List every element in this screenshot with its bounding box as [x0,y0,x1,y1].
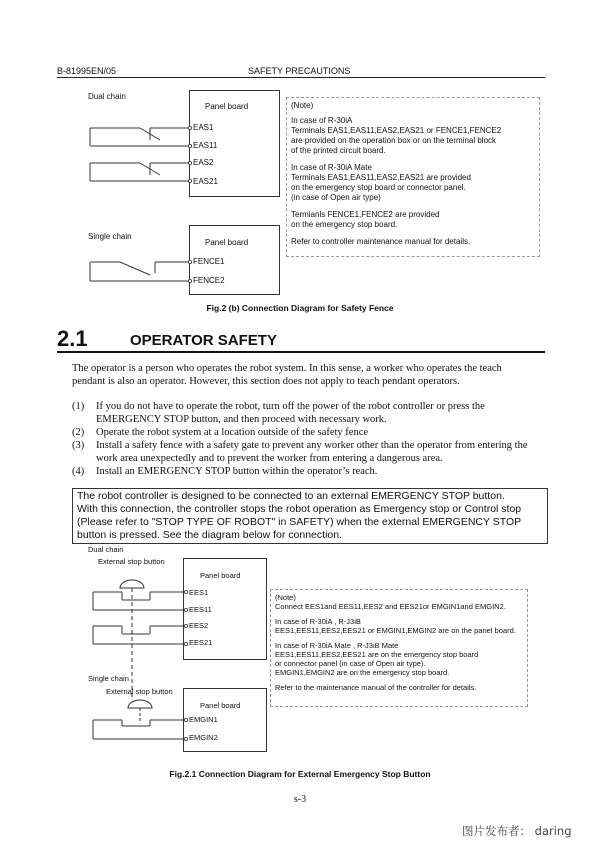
fig2-panel-title: Panel board [200,571,241,580]
terminal-ees21: EES21 [189,638,213,647]
fig2-note-line: EMGIN1,EMGIN2 are on the emergency stop board. [275,668,450,677]
terminal-emgin2: EMGIN2 [189,733,218,742]
fig1-panel-title: Panel board [205,102,249,111]
fig2-note-line: Refer to the maintenance manual of the controller for details. [275,683,477,692]
fig2-note-box [270,589,528,707]
fig1-caption: Fig.2 (b) Connection Diagram for Safety Fence [206,303,394,313]
fig1-note-line: In case of R-30iA [291,116,353,125]
list-number: (1) [72,401,85,412]
terminal-ees1: EES1 [189,588,209,597]
fig2-caption: Fig.2.1 Connection Diagram for External Emergency Stop Button [169,769,431,779]
fig1-note-line: on the emergency stop board or connector panel. [291,183,466,192]
terminal-eas11: EAS11 [193,141,218,150]
fig1-note-line: Terminals EAS1,EAS11,EAS2,EAS21 are provided [291,173,471,182]
fig1-note-line [291,230,535,237]
fig1-note-line: are provided on the operation box or on the terminal block [291,136,497,145]
fig2-note-line: EES1,EES11,EES2,EES21 or EMGIN1,EMGIN2 are on the panel board. [275,626,516,635]
terminal-eas1: EAS1 [193,123,214,132]
list-number: (2) [72,427,85,438]
intro-line: The operator is a person who operates the robot system. In this sense, a worker who operates the teach [72,363,502,374]
fig1-note-line: In case of R-30iA Mate [291,163,372,172]
page-number: s-3 [293,794,307,805]
terminal-eas21: EAS21 [193,177,218,186]
list-number: (4) [72,466,85,477]
list-line: Operate the robot system at a location outside of the safety fence [96,427,369,438]
fig2-dual-label: Dual chain [88,545,124,554]
fig1-note-line: Terminals EAS1,EAS11,EAS2,EAS21 or FENCE1,FENCE2 [291,126,502,135]
fig1-note-line: (Note) [291,101,314,110]
doc-id: B-81995EN/05 [57,66,117,76]
precaution-list [72,400,545,478]
fig2-note-line: In case of R-30iA , R-J3iB [275,617,361,626]
list-line: If you do not have to operate the robot, turn off the power of the robot controller or press the [96,401,485,412]
fig2-note-line: EES1,EES11,EES2,EES21 are on the emergency stop board [275,650,479,659]
fig2-single-label: Single chain [88,674,129,683]
publisher-credit: 图片发布者： daring [462,824,572,838]
section-title: OPERATOR SAFETY [130,332,277,349]
fig2-note-line: (Note) [275,593,296,602]
list-line: work area unexpectedly and to prevent the worker from entering a dangerous area. [96,453,443,464]
section-number: 2.1 [57,326,88,351]
terminal-eas2: EAS2 [193,158,214,167]
fig1-note-line: of the printed circuit board. [291,146,386,155]
list-item [72,400,545,426]
fig1-note-line: (in case of Open air type) [291,193,381,202]
fig1-note-line [291,156,535,163]
fig2-ext-label-2: External stop button [106,687,173,696]
fig2-note-line: In case of R-30iA Mate , R-J3iB Mate [275,641,399,650]
fig1-note-line: on the emergency stop board. [291,220,398,229]
fig1-dual-label: Dual chain [88,92,126,101]
boxed-line: (Please refer to "STOP TYPE OF ROBOT" in SAFETY) when the external EMERGENCY STOP [77,516,522,528]
terminal-fence2: FENCE2 [193,276,225,285]
header-section: SAFETY PRECAUTIONS [248,66,351,76]
terminal-ees11: EES11 [189,605,212,614]
boxed-line: With this connection, the controller stops the robot operation as Emergency stop or Control stop [77,503,522,515]
terminal-ees2: EES2 [189,621,209,630]
section-rule [57,351,545,353]
list-item [72,439,545,465]
list-line: Install an EMERGENCY STOP button within the operator’s reach. [96,466,378,477]
emergency-stop-note [72,488,548,544]
fig1-note-line: Termianls FENCE1,FENCE2 are provided [291,210,440,219]
fig2-ext-label: External stop button [98,557,165,566]
fig2-panel-title-2: Panel board [200,701,241,710]
fig1-single-label: Single chain [88,232,132,241]
intro-paragraph [72,362,545,388]
list-number: (3) [72,440,85,451]
terminal-emgin1: EMGIN1 [189,715,218,724]
boxed-line: button is pressed. See the diagram below for connection. [77,529,342,541]
fig1-panel-title-2: Panel board [205,238,249,247]
list-line: Install a safety fence with a safety gate to prevent any worker other than the operator from entering the [96,440,528,451]
intro-line: pendant is also an operator. However, this section does not apply to teach pendant operators. [72,376,460,387]
list-item [72,465,545,478]
list-item [72,426,545,439]
terminal-fence1: FENCE1 [193,257,225,266]
boxed-line: The robot controller is designed to be connected to an external EMERGENCY STOP button. [77,490,505,502]
fig2-note-line: Connect EES1and EES11,EES2 and EES21or EMGIN1and EMGIN2. [275,602,506,611]
list-line: EMERGENCY STOP button, and then proceed with necessary work. [96,414,387,425]
fig1-note-line: Refer to controller maintenance manual for details. [291,237,471,246]
fig2-note-line: or connector panel (in case of Open air type). [275,659,426,668]
fig1-note-box [286,97,540,257]
fig1-note-line [291,203,535,210]
